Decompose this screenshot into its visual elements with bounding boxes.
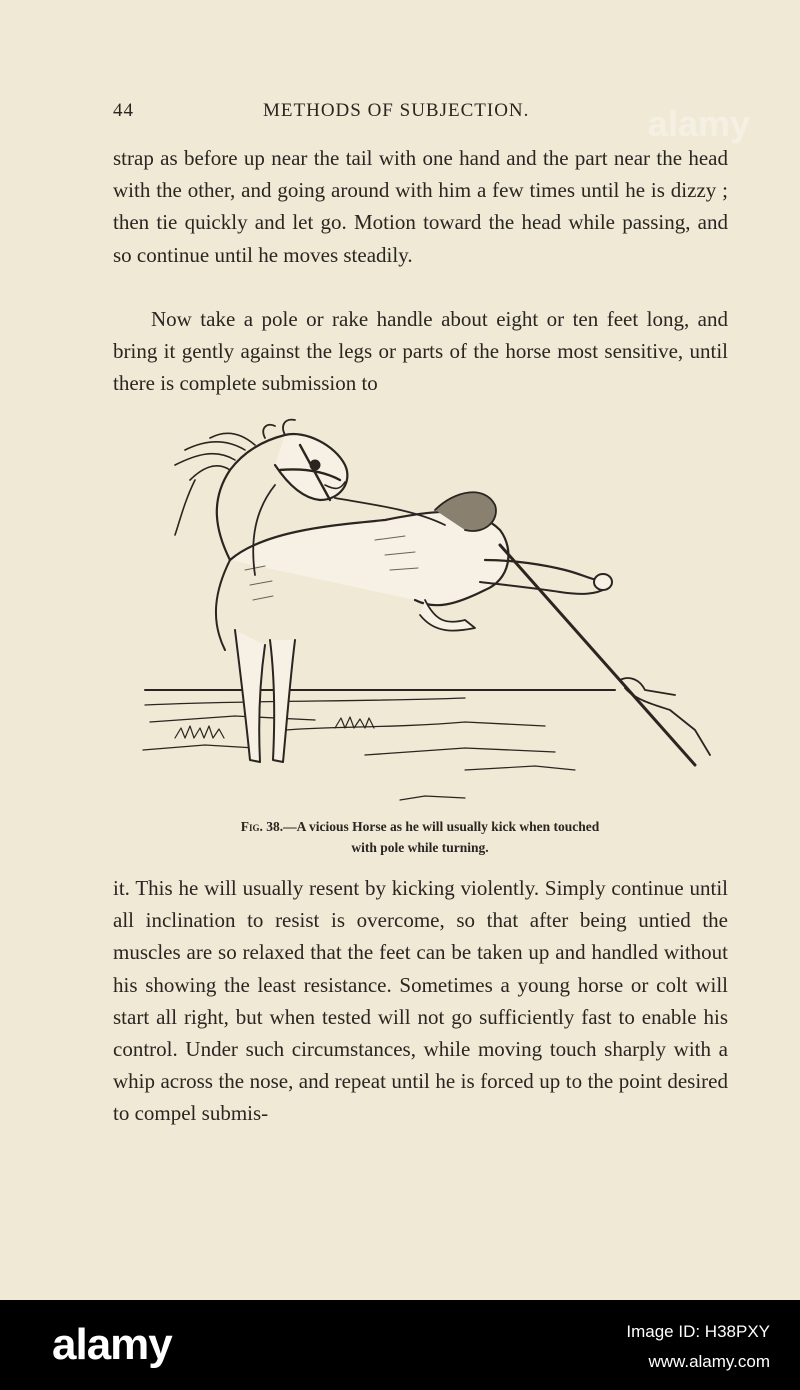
caption-line-1: —A vicious Horse as he will usually kick when touched [283,819,600,834]
paragraph-3: it. This he will usually resent by kicking violently. Simply continue until all inclination to resist is overcome, so that after being untied the muscles are so relaxed that the feet can be taken up and handled without his showing the least resistance. Sometimes a young horse or colt will start all right, but when tested will not go sufficiently fast to enable his control. Under such circumstances, while moving touch sharply with a whip across the nose, and repeat until he is forced up to the point desired to compel submis- [113,876,728,1126]
watermark-logo: alamy [647,103,750,144]
horse-kicking-engraving [135,410,725,810]
alamy-logo: alamy [52,1320,172,1369]
running-title: METHODS OF SUBJECTION. [263,100,530,121]
caption-line-2: with pole while turning. [351,840,489,855]
horse-illustration [135,410,725,810]
page-number: 44 [113,100,134,121]
figure-caption [120,816,720,858]
figure-label: Fig. 38. [240,819,284,834]
stock-footer-bar [0,1300,800,1390]
page-header [113,100,728,124]
image-id: Image ID: H38PXY [626,1322,770,1341]
paragraph-1: strap as before up near the tail with one hand and the part near the head with the other, and going around with him a few times until he is dizzy ; then tie quickly and let go. Motion toward the head while passing, and so continue until he moves steadily. [113,146,728,267]
site-url: www.alamy.com [648,1352,770,1371]
paragraph-2: Now take a pole or rake handle about eight or ten feet long, and bring it gently against the legs or parts of the horse most sensitive, until there is complete submission to [113,307,728,396]
